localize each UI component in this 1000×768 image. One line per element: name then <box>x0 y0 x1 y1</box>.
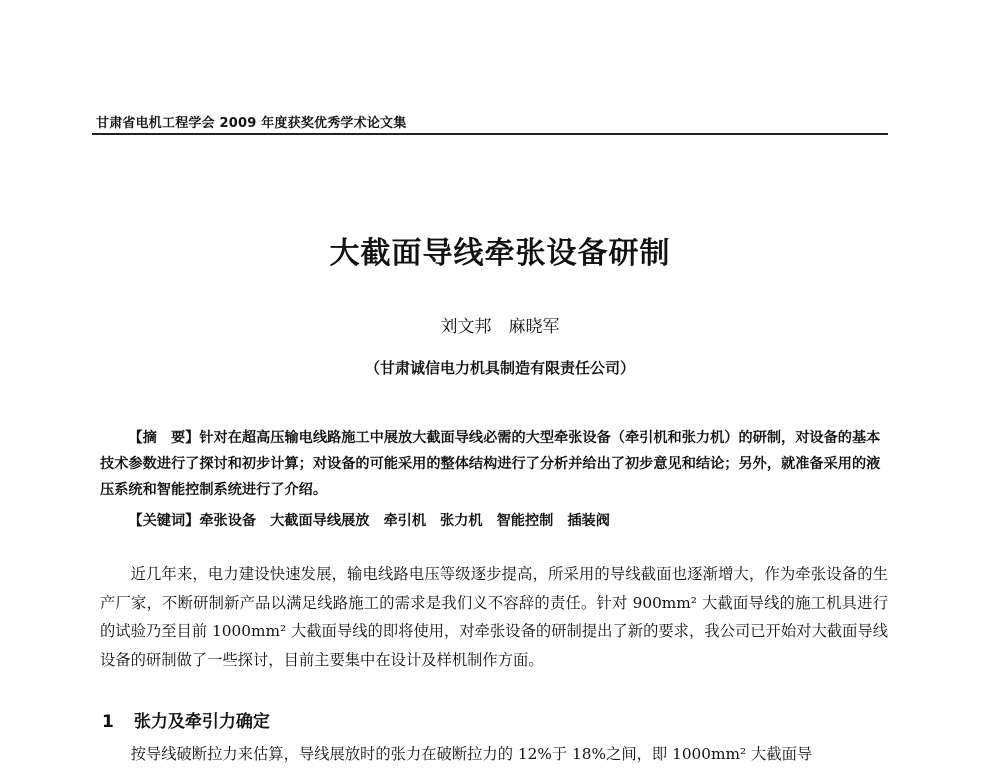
body-paragraph: 近几年来，电力建设快速发展，输电线路电压等级逐步提高，所采用的导线截面也逐渐增大，作为牵张设备的生产厂家，不断研制新产品以满足线路施工的需求是我们义不容辞的责任。针对 900mm² 大截面导线的施工机具进行的试验乃至目前 1000mm² 大截面导线的即将使用，对牵张设备的研制提出了新的要求，我公司已开始对大截面导线设备的研制做了一些探讨，目前主要集中在设计及样机制作方面。 <box>100 565 888 669</box>
section-paragraph: 按导线破断拉力来估算，导线展放时的张力在破断拉力的 12%于 18%之间，即 1000mm² 大截面导 <box>130 745 813 763</box>
keyword: 大截面导线展放 <box>270 513 370 529</box>
section-heading <box>102 707 270 732</box>
header-rule <box>92 133 888 135</box>
keyword: 智能控制 <box>496 513 554 529</box>
paper-authors: 刘文邦 麻晓军 <box>440 317 560 337</box>
abstract-paragraph <box>100 425 885 503</box>
keywords <box>100 508 885 534</box>
section-title: 张力及牵引力确定 <box>133 712 270 732</box>
abstract-text: 针对在超高压输电线路施工中展放大截面导线必需的大型牵张设备（牵引机和张力机）的研制，对设备的基本技术参数进行了探讨和初步计算；对设备的可能采用的整体结构进行了分析并给出了初步意见和结论；另外，就准备采用的液压系统和智能控制系统进行了介绍。 <box>100 430 881 498</box>
paper-affiliation: （甘肃诚信电力机具制造有限责任公司） <box>364 359 635 377</box>
keyword: 牵引机 <box>383 513 427 529</box>
running-header: 甘肃省电机工程学会 2009 年度获奖优秀学术论文集 <box>96 116 407 131</box>
body-text <box>100 560 888 674</box>
section-number: 1 <box>102 712 114 732</box>
keywords-label: 【关键词】 <box>128 513 200 529</box>
abstract <box>100 425 885 503</box>
keyword: 张力机 <box>440 513 483 529</box>
keyword: 牵张设备 <box>199 513 257 529</box>
keyword: 插装阀 <box>567 513 610 529</box>
paper-title: 大截面导线牵张设备研制 <box>329 236 671 271</box>
abstract-label: 【摘 要】 <box>128 430 200 446</box>
